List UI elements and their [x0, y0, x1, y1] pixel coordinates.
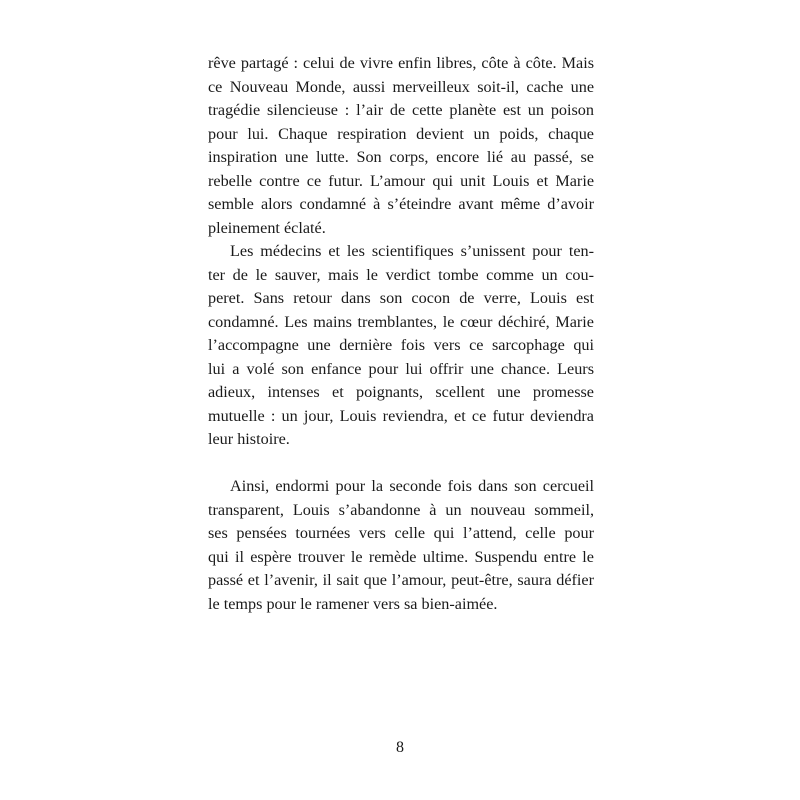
- page-number: 8: [396, 739, 404, 756]
- paragraph-3: [208, 475, 594, 616]
- text-line: ses pensées tournées vers celle qui l’attend, celle pour: [208, 524, 594, 542]
- text-line: adieux, intenses et poignants, scellent une promesse: [208, 383, 594, 401]
- text-line: qui il espère trouver le remède ultime. Suspendu entre le: [208, 547, 594, 566]
- text-line: passé et l’avenir, il sait que l’amour, peut-être, saura défier: [208, 571, 594, 589]
- text-line: rebelle contre ce futur. L’amour qui unit Louis et Marie: [208, 171, 594, 190]
- text-line: l’accompagne une dernière fois vers ce sarcophage qui: [208, 336, 594, 354]
- text-line: mutuelle : un jour, Louis reviendra, et ce futur deviendra: [208, 406, 594, 425]
- text-line: pour lui. Chaque respiration devient un poids, chaque: [208, 124, 594, 143]
- text-line: condamné. Les mains tremblantes, le cœur déchiré, Marie: [208, 312, 594, 331]
- text-line: Les médecins et les scientifiques s’unissent pour ten-: [230, 242, 594, 260]
- text-line: inspiration une lutte. Son corps, encore lié au passé, se: [208, 148, 594, 166]
- paragraph-1: [208, 52, 594, 240]
- text-line: pleinement éclaté.: [208, 218, 326, 237]
- text-line: rêve partagé : celui de vivre enfin libres, côte à côte. Mais: [208, 54, 594, 72]
- text-line: leur histoire.: [208, 430, 290, 448]
- text-line: semble alors condamné à s’éteindre avant même d’avoir: [208, 195, 594, 213]
- page-body: [208, 52, 594, 616]
- text-line: lui a volé son enfance pour lui offrir une chance. Leurs: [208, 359, 594, 378]
- text-line: peret. Sans retour dans son cocon de verre, Louis est: [208, 289, 594, 307]
- paragraph-2: [208, 240, 594, 452]
- text-line: Ainsi, endormi pour la seconde fois dans son cercueil: [230, 477, 594, 495]
- text-line: transparent, Louis s’abandonne à un nouveau sommeil,: [208, 500, 594, 519]
- text-line: ter de le sauver, mais le verdict tombe comme un cou-: [208, 265, 594, 284]
- text-line: tragédie silencieuse : l’air de cette planète est un poison: [208, 101, 594, 119]
- text-line: le temps pour le ramener vers sa bien-aimée.: [208, 594, 498, 613]
- text-line: ce Nouveau Monde, aussi merveilleux soit-il, cache une: [208, 77, 594, 96]
